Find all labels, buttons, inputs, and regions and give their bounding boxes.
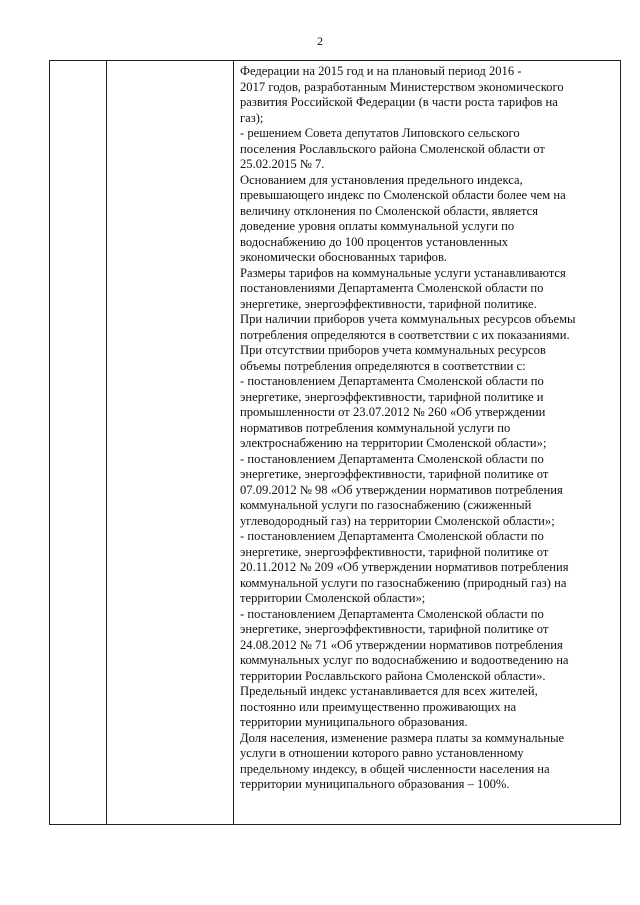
- text-line: - постановлением Департамента Смоленской области по: [240, 606, 544, 621]
- text-line: доведение уровня оплаты коммунальной услуги по: [240, 219, 515, 233]
- text-line: Основанием для установления предельного индекса,: [240, 172, 523, 187]
- text-line: территории Смоленской области»;: [240, 591, 426, 605]
- text-line: территории муниципального образования – 100%.: [240, 777, 510, 791]
- text-line: постоянно или преимущественно проживающих на: [240, 699, 517, 714]
- text-line: 20.11.2012 № 209 «Об утверждении нормативов потребления: [240, 560, 569, 574]
- text-line: энергетике, энергоэффективности, тарифной политике от: [240, 622, 549, 636]
- text-line: коммунальной услуги по газоснабжению (сжиженный: [240, 498, 532, 512]
- paragraph: [240, 126, 618, 173]
- paragraph: [240, 266, 618, 313]
- text-line: энергетике, энергоэффективности, тарифной политике от: [240, 544, 549, 559]
- text-line: При отсутствии приборов учета коммунальных ресурсов: [240, 343, 546, 357]
- text-line: услуги в отношении которого равно установленному: [240, 746, 524, 760]
- paragraph: [240, 374, 618, 452]
- text-line: Предельный индекс устанавливается для всех жителей,: [240, 684, 538, 698]
- text-line: газ);: [240, 110, 264, 125]
- text-line: 25.02.2015 № 7.: [240, 157, 325, 171]
- text-line: 07.09.2012 № 98 «Об утверждении нормативов потребления: [240, 482, 563, 497]
- text-line: Размеры тарифов на коммунальные услуги устанавливаются: [240, 265, 566, 280]
- text-line: 2017 годов, разработанным Министерством экономического: [240, 79, 564, 94]
- text-line: 24.08.2012 № 71 «Об утверждении нормативов потребления: [240, 637, 563, 652]
- text-line: При наличии приборов учета коммунальных ресурсов объемы: [240, 312, 576, 326]
- text-line: промышленности от 23.07.2012 № 260 «Об утверждении: [240, 405, 546, 419]
- text-line: коммунальной услуги по газоснабжению (природный газ) на: [240, 575, 567, 590]
- text-line: величину отклонения по Смоленской области, является: [240, 203, 539, 218]
- text-line: коммунальных услуг по водоснабжению и водоотведению на: [240, 653, 569, 667]
- text-line: потребления определяются в соответствии с их показаниями.: [240, 327, 570, 342]
- text-line: электроснабжению на территории Смоленской области»;: [240, 436, 547, 450]
- document-table: [49, 60, 621, 825]
- text-line: поселения Рославльского района Смоленской области от: [240, 141, 545, 156]
- text-line: энергетике, энергоэффективности, тарифной политике и: [240, 389, 544, 404]
- text-line: Федерации на 2015 год и на плановый период 2016 -: [240, 64, 522, 78]
- text-line: - решением Совета депутатов Липовского сельского: [240, 126, 520, 140]
- text-line: водоснабжению до 100 процентов установленных: [240, 234, 509, 249]
- text-line: превышающего индекс по Смоленской области более чем на: [240, 188, 566, 202]
- paragraph: [240, 452, 618, 530]
- text-line: углеводородный газ) на территории Смоленской области»;: [240, 513, 555, 528]
- page-number: 2: [317, 34, 323, 48]
- text-line: объемы потребления определяются в соответствии с:: [240, 358, 526, 373]
- text-line: - постановлением Департамента Смоленской области по: [240, 374, 544, 388]
- text-line: Доля населения, изменение размера платы за коммунальные: [240, 730, 565, 745]
- paragraph: [240, 607, 618, 685]
- text-line: - постановлением Департамента Смоленской области по: [240, 451, 544, 466]
- text-line: постановлениями Департамента Смоленской области по: [240, 281, 544, 295]
- paragraph: [240, 312, 618, 343]
- column-divider-2: [233, 61, 234, 824]
- paragraph: [240, 731, 618, 793]
- paragraph: [240, 64, 618, 126]
- text-line: энергетике, энергоэффективности, тарифной политике.: [240, 296, 537, 311]
- column-divider-1: [106, 61, 107, 824]
- table-text-cell: [240, 64, 618, 793]
- paragraph: [240, 343, 618, 374]
- text-line: территории муниципального образования.: [240, 715, 468, 729]
- paragraph: [240, 173, 618, 266]
- paragraph: [240, 529, 618, 607]
- paragraph: [240, 684, 618, 731]
- text-line: предельному индексу, в общей численности населения на: [240, 761, 550, 776]
- text-line: экономически обоснованных тарифов.: [240, 250, 448, 264]
- text-line: территории Рославльского района Смоленской области».: [240, 668, 546, 683]
- text-line: развития Российской Федерации (в части роста тарифов на: [240, 95, 558, 109]
- text-line: - постановлением Департамента Смоленской области по: [240, 529, 544, 543]
- text-line: энергетике, энергоэффективности, тарифной политике от: [240, 467, 549, 481]
- text-line: нормативов потребления коммунальной услуги по: [240, 420, 511, 435]
